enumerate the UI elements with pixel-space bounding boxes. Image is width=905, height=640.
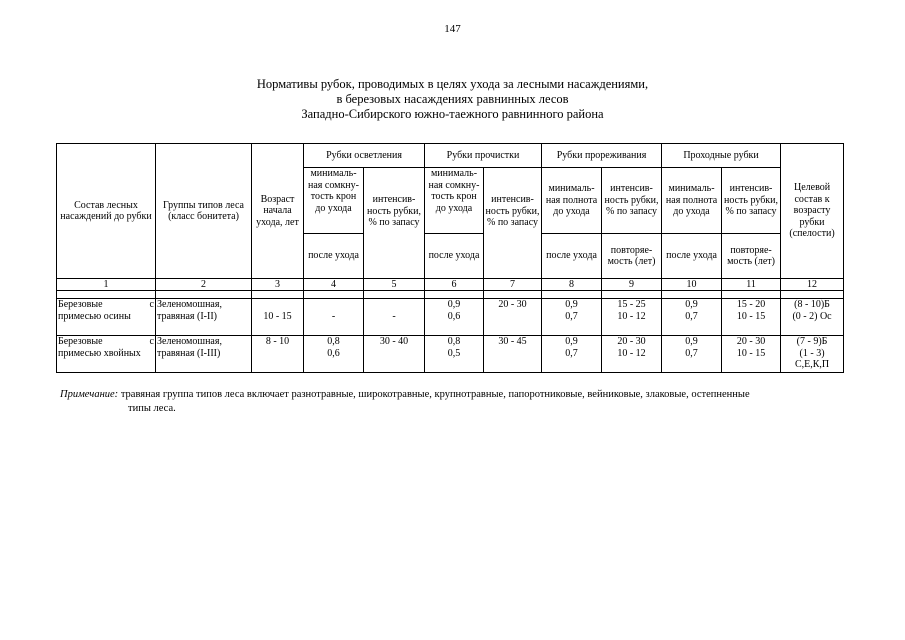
row1-age: 10 - 15 bbox=[252, 299, 304, 336]
title-line-3: Западно-Сибирского южно-таежного равнинного района bbox=[301, 107, 604, 121]
header-thinning-repeatability: повторяе-мость (лет) bbox=[602, 234, 662, 279]
row2-age: 8 - 10 bbox=[252, 336, 304, 373]
row1-col4: - bbox=[304, 299, 364, 336]
column-number: 8 bbox=[542, 279, 602, 291]
row1-col8: 0,9 0,7 bbox=[542, 299, 602, 336]
norms-table bbox=[56, 143, 844, 373]
header-passing-cuts: Проходные рубки bbox=[662, 144, 781, 168]
header-clarifying-after: после ухода bbox=[304, 234, 364, 279]
column-number: 12 bbox=[781, 279, 844, 291]
header-cleaning-after: после ухода bbox=[425, 234, 484, 279]
table-row bbox=[57, 299, 844, 336]
row2-col5: 30 - 40 bbox=[364, 336, 425, 373]
header-cleaning-intensity: интенсив-ность рубки, % по запасу bbox=[484, 168, 542, 279]
row2-col7: 30 - 45 bbox=[484, 336, 542, 373]
column-numbers-row bbox=[57, 279, 844, 291]
document-title bbox=[0, 77, 905, 122]
header-thinning-cuts: Рубки прореживания bbox=[542, 144, 662, 168]
header-forest-groups: Группы типов леса (класс бонитета) bbox=[156, 144, 252, 279]
header-clarifying-cuts: Рубки осветления bbox=[304, 144, 425, 168]
row2-col9: 20 - 30 10 - 12 bbox=[602, 336, 662, 373]
spacer-row bbox=[57, 291, 844, 299]
header-composition: Состав лесных насаждений до рубки bbox=[57, 144, 156, 279]
header-row-groups bbox=[57, 144, 844, 168]
row2-forest-group: Зеленомошная, травяная (I-III) bbox=[156, 336, 252, 373]
header-clarifying-intensity: интенсив-ность рубки, % по запасу bbox=[364, 168, 425, 279]
table-row bbox=[57, 336, 844, 373]
column-number: 2 bbox=[156, 279, 252, 291]
column-number: 11 bbox=[722, 279, 781, 291]
row2-col6: 0,8 0,5 bbox=[425, 336, 484, 373]
row1-forest-group: Зеленомошная, травяная (I-II) bbox=[156, 299, 252, 336]
row2-composition: Березовые с примесью хвойных bbox=[57, 336, 156, 373]
row1-col10: 0,9 0,7 bbox=[662, 299, 722, 336]
title-line-2: в березовых насаждениях равнинных лесов bbox=[336, 92, 569, 106]
header-target-composition: Целевой состав к возрасту рубки (спелости) bbox=[781, 144, 844, 279]
header-passing-after: после ухода bbox=[662, 234, 722, 279]
row1-col11: 15 - 20 10 - 15 bbox=[722, 299, 781, 336]
header-thinning-intensity: интенсив-ность рубки, % по запасу bbox=[602, 168, 662, 234]
row1-col5: - bbox=[364, 299, 425, 336]
header-thinning-min-density: минималь-ная полнота до ухода bbox=[542, 168, 602, 234]
row2-col4: 0,8 0,6 bbox=[304, 336, 364, 373]
column-number: 6 bbox=[425, 279, 484, 291]
header-thinning-after: после ухода bbox=[542, 234, 602, 279]
footnote-text: травяная группа типов леса включает разнотравные, широкотравные, крупнотравные, папоротниковые, вейниковые, злаковые, остепненные bbox=[120, 389, 750, 400]
row2-col8: 0,9 0,7 bbox=[542, 336, 602, 373]
column-number: 7 bbox=[484, 279, 542, 291]
header-cleaning-cuts: Рубки прочистки bbox=[425, 144, 542, 168]
column-number: 4 bbox=[304, 279, 364, 291]
page-number: 147 bbox=[444, 23, 461, 35]
title-line-1: Нормативы рубок, проводимых в целях ухода за лесными насаждениями, bbox=[256, 77, 649, 91]
row1-composition: Березовые с примесью осины bbox=[57, 299, 156, 336]
table-footnote bbox=[60, 388, 850, 416]
column-number: 3 bbox=[252, 279, 304, 291]
row2-col10: 0,9 0,7 bbox=[662, 336, 722, 373]
header-cleaning-min-closure: минималь-ная сомкну-тость крон до ухода bbox=[425, 168, 484, 234]
row1-col9: 15 - 25 10 - 12 bbox=[602, 299, 662, 336]
header-passing-intensity: интенсив-ность рубки, % по запасу bbox=[722, 168, 781, 234]
row1-col6: 0,9 0,6 bbox=[425, 299, 484, 336]
row1-col7: 20 - 30 bbox=[484, 299, 542, 336]
footnote-text-continuation: типы леса. bbox=[128, 403, 176, 414]
column-number: 10 bbox=[662, 279, 722, 291]
column-number: 9 bbox=[602, 279, 662, 291]
footnote-label: Примечание: bbox=[60, 389, 119, 400]
column-number: 1 bbox=[57, 279, 156, 291]
row1-col12: (8 - 10)Б (0 - 2) Ос bbox=[781, 299, 844, 336]
row2-col12: (7 - 9)Б (1 - 3) С,Е,К,П bbox=[781, 336, 844, 373]
header-start-age: Возраст начала ухода, лет bbox=[252, 144, 304, 279]
row2-col11: 20 - 30 10 - 15 bbox=[722, 336, 781, 373]
header-clarifying-min-closure: минималь-ная сомкну-тость крон до ухода bbox=[304, 168, 364, 234]
header-passing-repeatability: повторяе-мость (лет) bbox=[722, 234, 781, 279]
header-passing-min-density: минималь-ная полнота до ухода bbox=[662, 168, 722, 234]
column-number: 5 bbox=[364, 279, 425, 291]
